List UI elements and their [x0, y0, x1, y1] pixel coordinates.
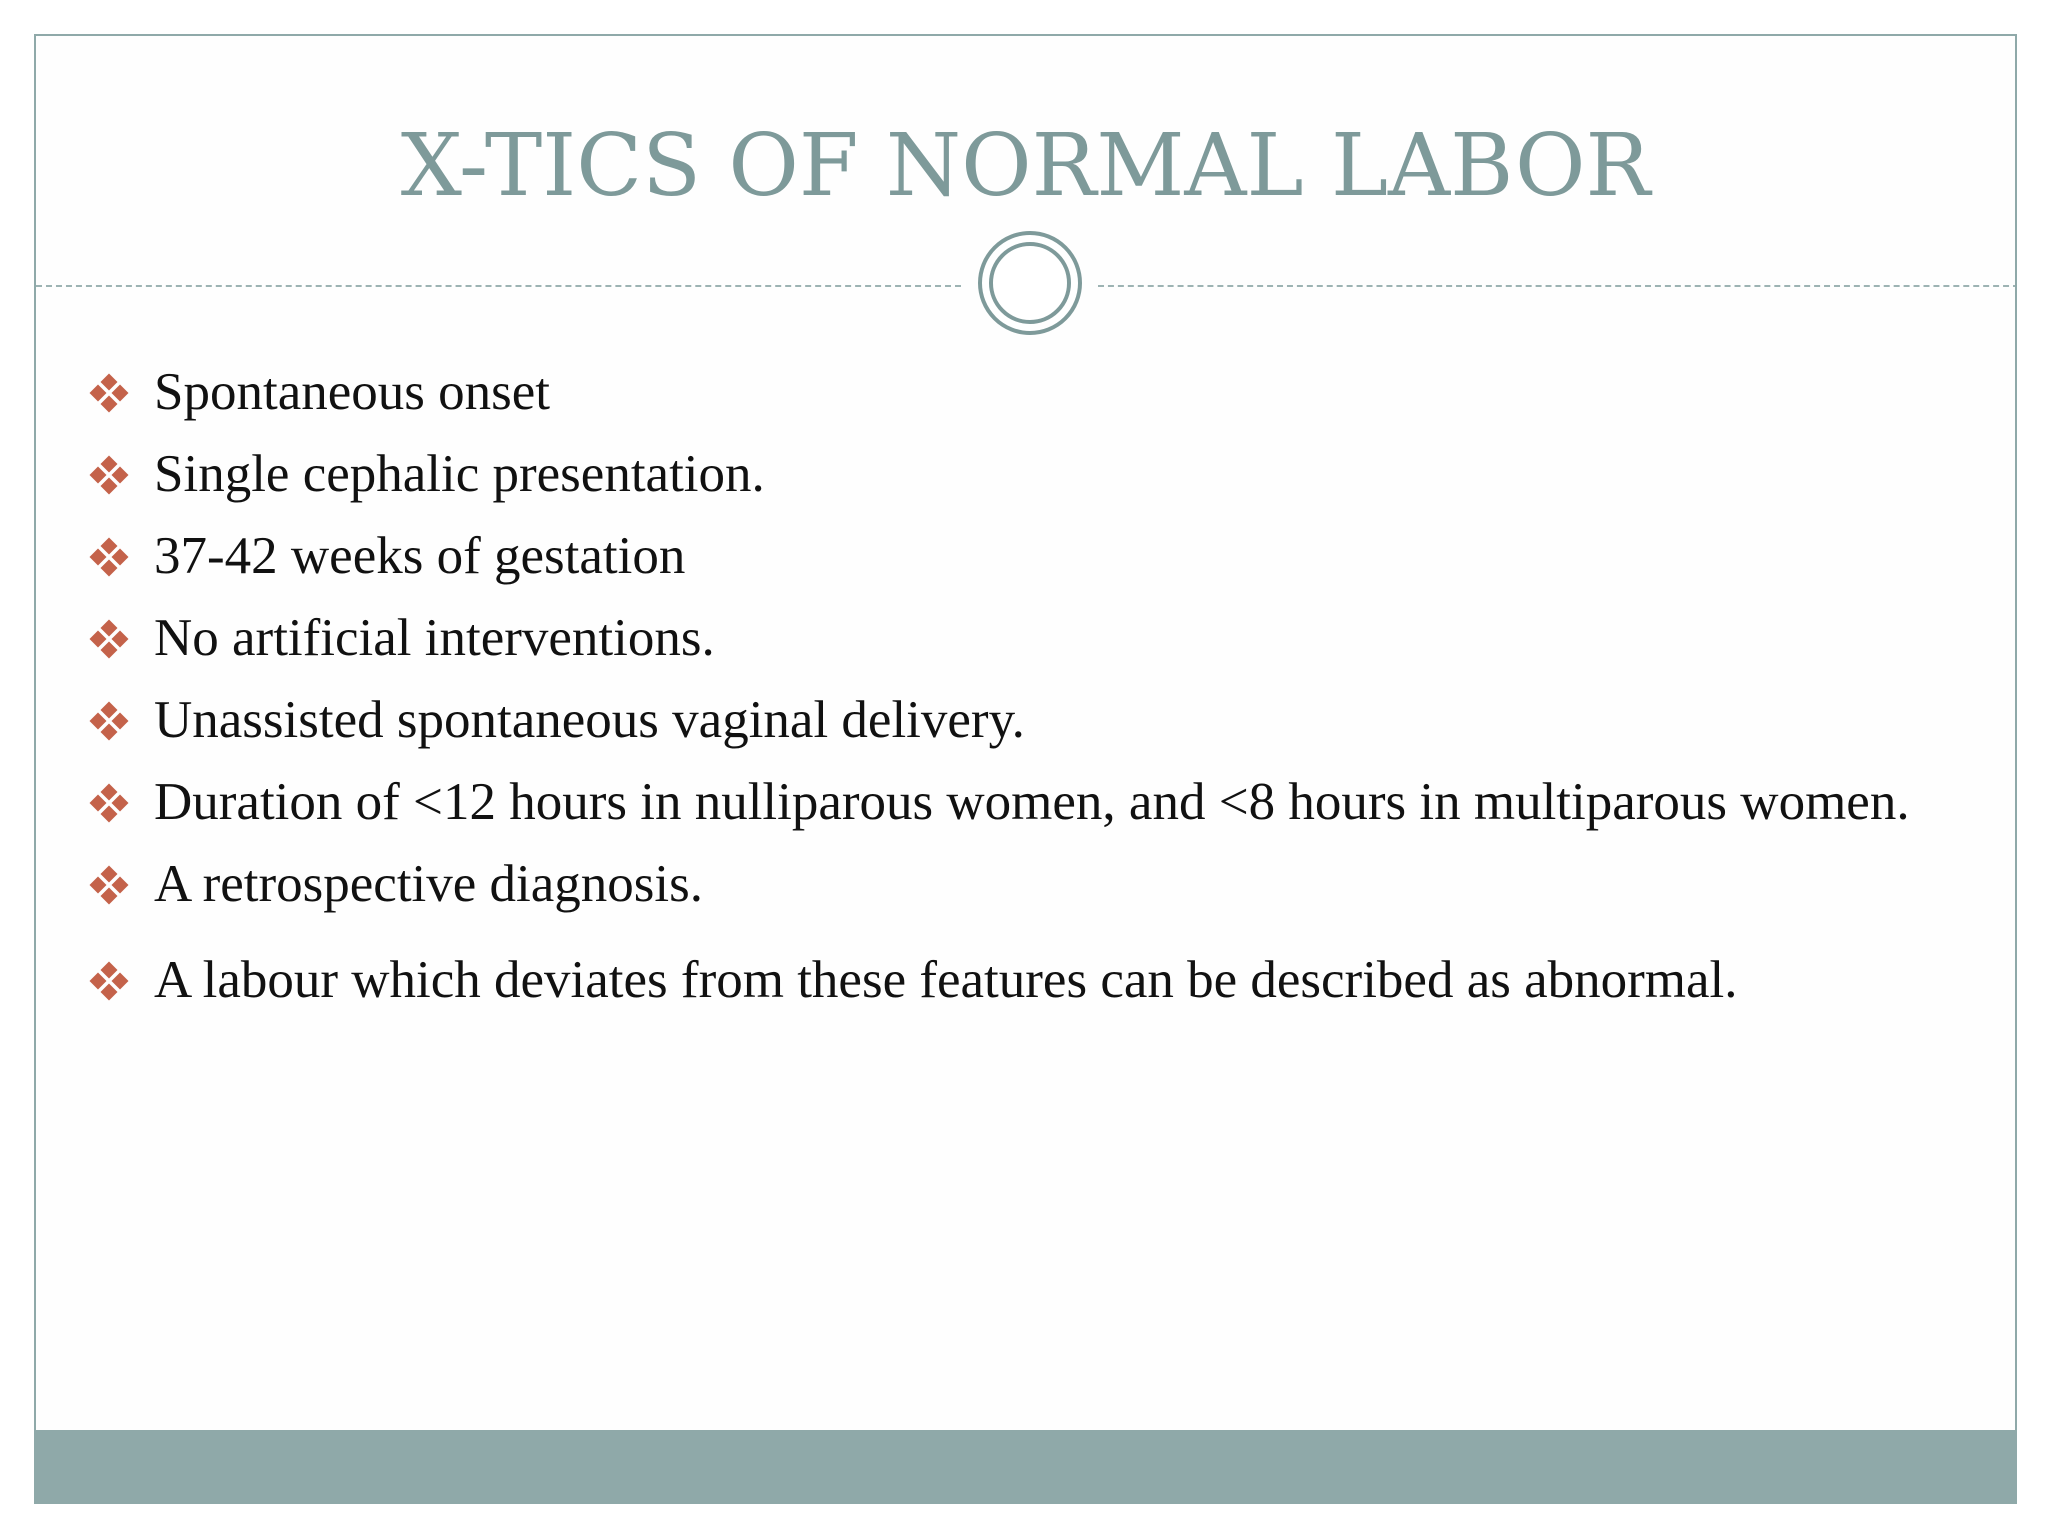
list-item: [90, 604, 1970, 672]
four-diamond-bullet-icon: [90, 784, 128, 822]
list-item: [90, 522, 1970, 590]
bullet-text: Duration of <12 hours in nulliparous women, and <8 hours in multiparous women.: [154, 773, 1910, 831]
four-diamond-bullet-icon: [90, 538, 128, 576]
list-item: [90, 768, 1970, 836]
bullet-text: Spontaneous onset: [154, 363, 550, 421]
bullet-text: Unassisted spontaneous vaginal delivery.: [154, 691, 1025, 749]
four-diamond-bullet-icon: [90, 866, 128, 904]
bullet-text: A retrospective diagnosis.: [154, 855, 704, 913]
title-divider-left: [36, 285, 961, 287]
list-item: [90, 850, 1970, 918]
divider-circle-icon: [978, 231, 1082, 335]
slide-title: X-TICS OF NORMAL LABOR: [400, 116, 1651, 216]
footer-band: [36, 1430, 2015, 1502]
list-item: [90, 686, 1970, 754]
list-item: [90, 946, 1970, 1014]
list-item: [90, 440, 1970, 508]
list-item: [90, 358, 1970, 426]
four-diamond-bullet-icon: [90, 620, 128, 658]
bullet-text: No artificial interventions.: [154, 609, 715, 667]
bullet-text: Single cephalic presentation.: [154, 445, 765, 503]
four-diamond-bullet-icon: [90, 702, 128, 740]
four-diamond-bullet-icon: [90, 962, 128, 1000]
bullet-text: 37-42 weeks of gestation: [154, 527, 686, 585]
four-diamond-bullet-icon: [90, 456, 128, 494]
four-diamond-bullet-icon: [90, 374, 128, 412]
title-divider-right: [1098, 285, 2017, 287]
slide: [34, 34, 2017, 1504]
bullet-text: A labour which deviates from these features can be described as abnormal.: [154, 951, 1738, 1009]
bullet-list: [90, 358, 1970, 1028]
